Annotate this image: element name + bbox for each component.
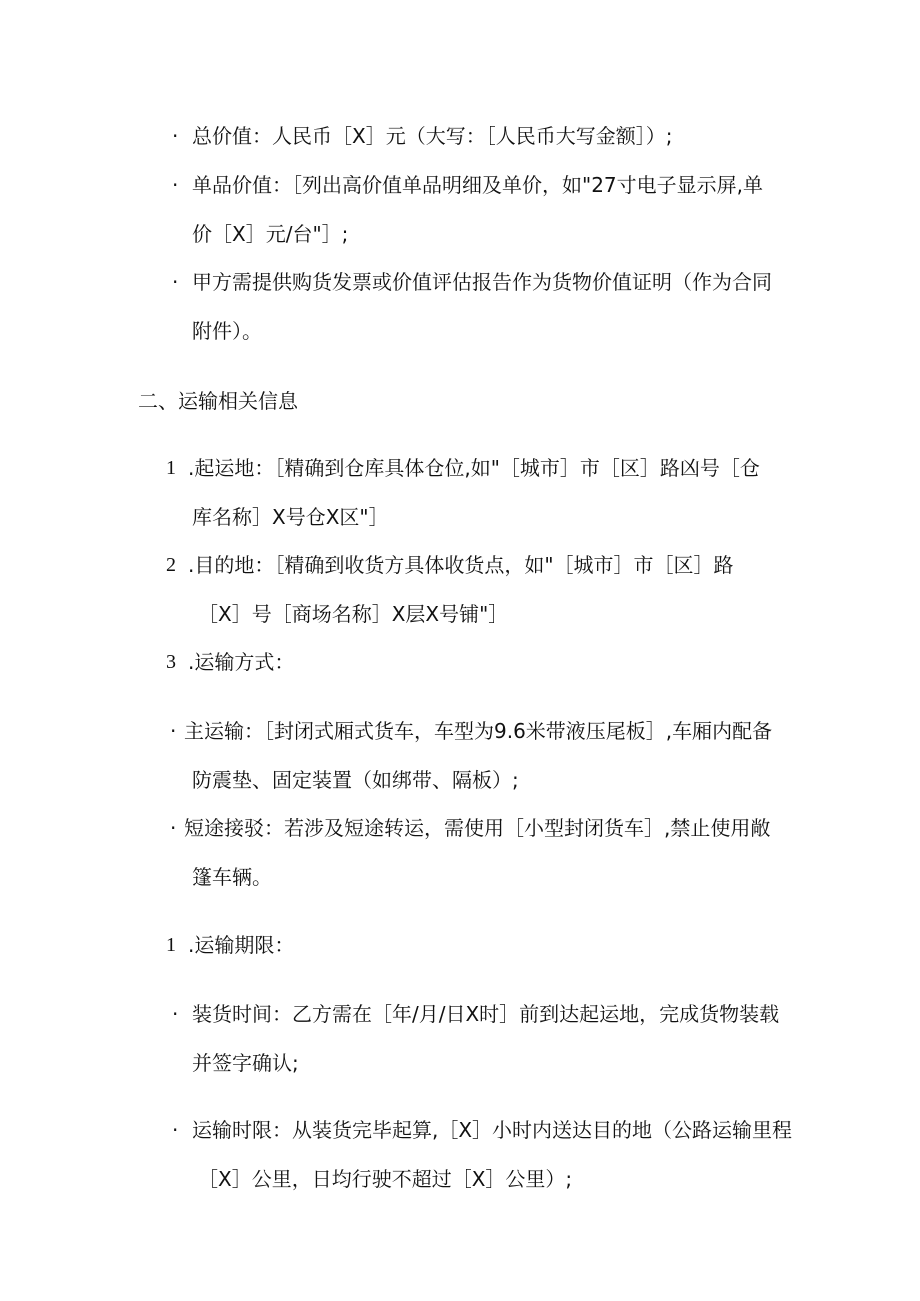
mode-item-main-line1: 主运输：［封闭式厢式货车，车型为9.6米带液压尾板］,车厢内配备 xyxy=(184,719,773,743)
mode-item-main-line2: 防震垫、固定装置（如绑带、隔板）; xyxy=(192,768,519,792)
bullet-icon: · xyxy=(170,719,177,743)
mode-item-shuttle-line1: 短途接驳：若涉及短途转运，需使用［小型封闭货车］,禁止使用敞 xyxy=(184,816,771,840)
mode-line1: .运输方式： xyxy=(188,650,295,674)
period-item-limit-line1: 运输时限：从装货完毕起算,［X］小时内送达目的地（公路运输里程 xyxy=(192,1118,793,1142)
value-item-proof-line1: 甲方需提供购货发票或价值评估报告作为货物价值证明（作为合同 xyxy=(192,270,772,294)
origin-marker: 1 xyxy=(166,457,176,479)
destination-line1: .目的地：［精确到收货方具体收货点，如"［城市］市［区］路 xyxy=(188,553,734,577)
destination-marker: 2 xyxy=(166,554,176,576)
value-item-total-text: 总价值：人民币［X］元（大写：［人民币大写金额］）; xyxy=(192,124,673,148)
section-heading-transport: 二、运输相关信息 xyxy=(138,389,298,413)
period-item-loading-line1: 装货时间：乙方需在［年/月/日X时］前到达起运地，完成货物装载 xyxy=(192,1002,780,1026)
period-marker: 1 xyxy=(166,934,176,956)
bullet-icon: · xyxy=(172,1118,179,1142)
bullet-icon: · xyxy=(172,270,179,294)
bullet-icon: · xyxy=(172,124,179,148)
mode-item-shuttle-line2: 篷车辆。 xyxy=(192,865,272,889)
value-item-unit-line1: 单品价值：［列出高价值单品明细及单价，如"27寸电子显示屏,单 xyxy=(192,173,764,197)
period-item-loading-line2: 并签字确认; xyxy=(192,1051,299,1075)
origin-line1: .起运地：［精确到仓库具体仓位,如"［城市］市［区］路凶号［仓 xyxy=(188,456,760,480)
value-item-unit-line2: 价［X］元/台"］; xyxy=(192,222,349,246)
mode-marker: 3 xyxy=(166,651,176,673)
origin-line2: 库名称］X号仓X区"］ xyxy=(192,505,389,529)
bullet-icon: · xyxy=(172,173,179,197)
period-item-limit-line2: ［X］公里，日均行驶不超过［X］公里）; xyxy=(198,1167,573,1191)
bullet-icon: · xyxy=(172,1002,179,1026)
destination-line2: ［X］号［商场名称］X层X号铺"］ xyxy=(198,602,509,626)
bullet-icon: · xyxy=(170,816,177,840)
value-item-proof-line2: 附件）。 xyxy=(192,319,262,343)
period-line1: .运输期限： xyxy=(188,933,295,957)
